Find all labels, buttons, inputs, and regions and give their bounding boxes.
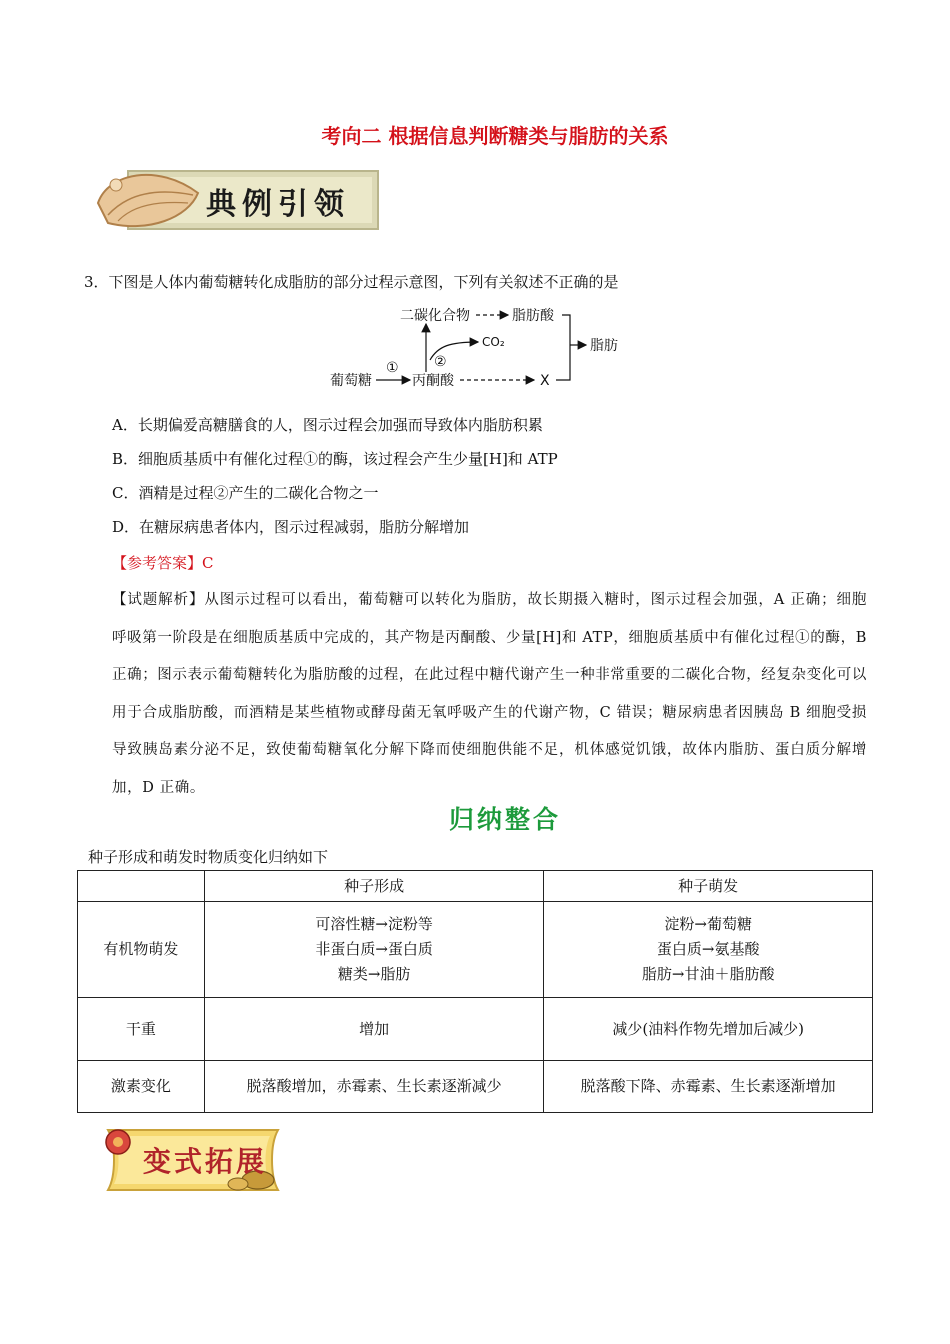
table-row xyxy=(78,1061,873,1113)
cell-line: 脱落酸增加，赤霉素、生长素逐渐减少 xyxy=(246,1077,502,1095)
table-row xyxy=(78,998,873,1061)
x-label: X xyxy=(540,373,550,389)
cell-line: 脱落酸下降、赤霉素、生长素逐渐增加 xyxy=(580,1077,836,1095)
row-label: 干重 xyxy=(78,998,205,1061)
merge-bracket xyxy=(556,315,570,380)
pyruvate-label: 丙酮酸 xyxy=(412,373,454,389)
step1-label: ① xyxy=(386,360,399,376)
fat-label: 脂肪 xyxy=(590,338,618,354)
question-stem: 3．下图是人体内葡萄糖转化成脂肪的部分过程示意图，下列有关叙述不正确的是 xyxy=(84,273,619,291)
table-row xyxy=(78,902,873,998)
metabolism-diagram xyxy=(330,300,630,392)
row-label: 有机物萌发 xyxy=(78,902,205,998)
cell-line: 增加 xyxy=(359,1019,390,1038)
table-header-cell: 种子萌发 xyxy=(544,871,873,902)
table-header-cell: 种子形成 xyxy=(204,871,544,902)
row-label: 激素变化 xyxy=(78,1061,205,1113)
reference-answer: 【参考答案】C xyxy=(112,554,214,572)
cell-line: 蛋白质→氨基酸 xyxy=(656,940,760,958)
summary-intro: 种子形成和萌发时物质变化归纳如下 xyxy=(88,848,329,866)
variation-banner-label: 变式拓展 xyxy=(143,1145,268,1178)
summary-table xyxy=(77,870,873,1113)
variation-banner xyxy=(88,1122,288,1198)
cell-line: 减少(油料作物先增加后减少) xyxy=(612,1019,805,1038)
cell-line: 可溶性糖→淀粉等 xyxy=(315,915,433,933)
option-a: A．长期偏爱高糖膳食的人，图示过程会加强而导致体内脂肪积累 xyxy=(112,416,543,434)
option-c: C．酒精是过程②产生的二碳化合物之一 xyxy=(112,484,379,502)
formation-cell xyxy=(204,1061,544,1113)
explanation-label: 【试题解析】 xyxy=(112,592,205,608)
fatty-acid-label: 脂肪酸 xyxy=(512,308,554,324)
option-d: D．在糖尿病患者体内，图示过程减弱，脂肪分解增加 xyxy=(112,518,470,536)
germination-cell xyxy=(544,1061,873,1113)
cell-line: 非蛋白质→蛋白质 xyxy=(315,940,433,958)
co2-label: CO₂ xyxy=(482,335,505,349)
germination-cell xyxy=(544,902,873,998)
table-header-cell xyxy=(78,871,205,902)
page-title: 考向二 根据信息判断糖类与脂肪的关系 xyxy=(321,124,669,148)
example-banner-label: 典例引领 xyxy=(206,187,350,222)
explanation-text: 从图示过程可以看出，葡萄糖可以转化为脂肪，故长期摄入糖时，图示过程会加强，A 正确；细胞呼吸第一阶段是在细胞质基质中完成的，其产物是丙酮酸、少量[H]和 ATP，细胞质基质中有催化过程①的酶，B 正确；图示表示葡萄糖转化为脂肪酸的过程，在此过程中糖代谢产生一种非常重要的二碳化合物，经复杂变化可以用于合成脂肪酸，而酒精是某些植物或酵母菌无氧呼吸产生的代谢产物，C 错误；糖尿病患者因胰岛 B 细胞受损导致胰岛素分泌不足，致使葡萄糖氧化分解下降而使细胞供能不足，机体感觉饥饿，故体内脂肪、蛋白质分解增加，D 正确。 xyxy=(112,592,867,796)
germination-cell xyxy=(544,998,873,1061)
table-header-row xyxy=(78,871,873,902)
cell-line: 脂肪→甘油＋脂肪酸 xyxy=(641,965,775,983)
explanation xyxy=(112,582,867,807)
option-b: B．细胞质基质中有催化过程①的酶，该过程会产生少量[H]和 ATP xyxy=(112,450,558,468)
step2-label: ② xyxy=(434,354,447,370)
formation-cell xyxy=(204,902,544,998)
c2-label: 二碳化合物 xyxy=(400,308,470,324)
example-banner xyxy=(88,163,380,237)
glucose-label: 葡萄糖 xyxy=(330,373,372,389)
formation-cell xyxy=(204,998,544,1061)
cell-line: 糖类→脂肪 xyxy=(337,965,411,983)
section-title: 归纳整合 xyxy=(448,805,561,834)
cell-line: 淀粉→葡萄糖 xyxy=(664,915,752,933)
